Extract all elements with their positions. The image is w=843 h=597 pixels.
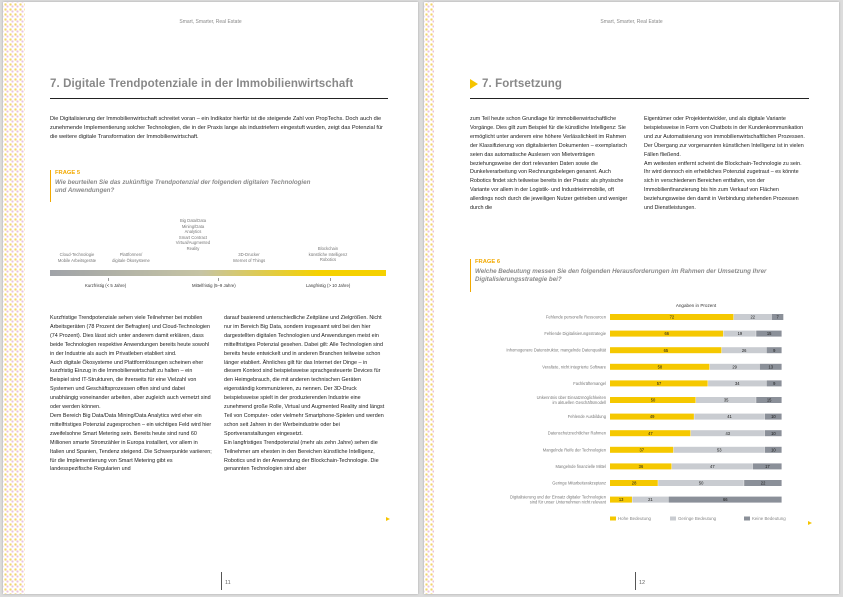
page-left	[3, 2, 418, 594]
continue-arrow-icon	[808, 521, 812, 525]
trend-item-3d-iot: 3D-Drucker Internet of Things	[232, 252, 266, 263]
page-number: 12	[639, 580, 646, 586]
data-label: 21	[648, 497, 653, 503]
term-short: Kurzfristig (< 5 Jahre)	[85, 283, 127, 288]
category-label: Fachkräftemangel	[573, 380, 606, 386]
data-label: 26	[741, 347, 747, 353]
body-text: Kurzfristige Trendpotenziale sehen viele Teilnehmer bei mobilen Arbeitsgeräten (78 Prozent der Befragten) und Cloud-Technologien (74 Prozent). Dies lässt sich unter anderem damit erklären, dass beide Technologien respektive Anwendungen bereits heute sowohl in der Industrie als auch im Privatleben etabliert sind. Auch digitale Ökosysteme und Plattformlösungen scheinen eher kurzfristig Einzug in die Immobilienwirtschaft zu halten – ein Beispiel sind IT-Strukturen, die ihrerseits für eine Vielzahl von Systemen und Geschäftsprozessen offen sind und dabei unabhängig voneinander arbeiten, aber zugleich auch vernetzt sind oder werden können. Dem Bereich Big Data/Data Mining/Data Analytics wird eher ein mittelfristiges Potenzial zugesprochen – ein wichtiges Feld wird hier zweifelsohne Smart Metering sein. Bereits heute sind rund 60 Millionen smarte Stromzähler in Europa installiert, vor allem in Italien und Spanien, Tendenz steigend. Die Schwerpunkte variieren; für die Implementierung von Smart Metering gibt es landesspezifische Regularien und	[50, 315, 212, 473]
data-label: 10	[771, 447, 776, 453]
data-label: 72	[669, 314, 675, 320]
chart-title: Angaben in Prozent	[675, 303, 717, 308]
body-text: Eigentümer oder Projektentwickler, und als digitale Variante beispielsweise in Form von Chatbots in der Kundenkommunikation und zur Automatisierung von immobilienwirtschaftlichen Prozessen. Der Übergang zur vorgenannten künstlichen Intelligenz ist in vielen Fällen fließend. Am weitesten entfernt scheint die Blockchain-Technologie zu sein. Ihr wird dennoch ein erhebliches Potenzial zugetraut – es könnte sich in verschiedenen Bereichen entfalten, von der Immobilienfinanzierung bis hin zum Verkauf von Flächen beziehungsweise den damit in Verbindung stehenden Prozessen und Dienstleistungen.	[644, 116, 805, 212]
body-text: darauf basierend unterschiedliche Zeitpläne und Zielgrößen. Nicht nur im Bereich Big Data, sondern insgesamt wird bei den hier dargestellten digitalen Technologien und Anwendungen meist ein mittelfristiges Potenzial gesehen. Dabei gilt: Alle Technologien sind bereits heute entwickelt und in anderen Branchen teilweise schon länger etabliert. Ähnliches gilt für das Internet der Dinge – in diesem Kontext sind beispielsweise sprachgesteuerte Devices für den Heimgebrauch, die mit anderen technischen Geräten eigenständig kommunizieren, zu nennen. Der 3D-Druck beispielsweise spielt in der produzierenden Industrie eine zunehmend große Rolle, Virtual und Augmented Reality sind längst Teil von Computer- oder vielmehr Smartphone-Spielen und werden schon seit Jahren in der Werbeindustrie oder bei Sportveranstaltungen eingesetzt. Ein langfristiges Trendpotenzial (mehr als zehn Jahre) sehen die Teilnehmer am ehesten in den Bereichen künstliche Intelligenz, Robotics und in der Anwendung der Blockchain-Technologie. Die genannten Technologien sind aber	[224, 315, 385, 473]
data-label: 50	[650, 397, 656, 403]
trend-tick	[330, 278, 331, 281]
data-label: 22	[750, 314, 756, 320]
intro-paragraph: Die Digitalisierung der Immobilienwirtschaft schreitet voran – ein Indikator hierfür ist die steigende Zahl von PropTechs. Doch auch die zunehmende Implementierung solcher Technologien, die in der Praxis lange als industriefern eingestuft wurden, zeigt das Potenzial für die weitere digitale Transformation der Immobilienwirtschaft.	[50, 116, 383, 140]
stacked-bar-chart	[424, 2, 839, 594]
term-long: Langfristig (> 10 Jahre)	[306, 283, 351, 288]
data-label: 65	[663, 347, 669, 353]
page-right	[424, 2, 839, 594]
legend-label: Geringe Bedeutung	[678, 516, 717, 521]
data-label: 58	[657, 364, 663, 370]
data-label: 47	[710, 464, 715, 469]
data-label: 13	[618, 497, 624, 503]
data-label: 9	[773, 347, 776, 353]
page-number: 11	[225, 580, 231, 586]
category-label: Geringe Mitarbeiterakzeptanz	[552, 480, 606, 486]
data-label: 10	[771, 430, 776, 436]
data-label: 10	[771, 414, 776, 420]
legend-label: Keine Bedeutung	[752, 516, 786, 521]
category-label: sind für unser Unternehmen nicht relevant	[529, 499, 606, 505]
running-header: Smart, Smarter, Real Estate	[600, 19, 663, 25]
question-label: FRAGE 5	[55, 170, 81, 176]
question-text: Wie beurteilen Sie das zukünftige Trendpotenzial der folgenden digitalen Technologien und Anwendungen?	[55, 179, 311, 194]
category-label: im aktuellen Geschäftsmodell	[552, 400, 606, 406]
category-label: Mangelnde Reife der Technologien	[542, 447, 606, 453]
data-label: 35	[723, 397, 729, 403]
category-label: Mangelnde finanzielle Mittel	[555, 463, 606, 469]
data-label: 29	[732, 364, 737, 370]
term-mid: Mittelfristig (5–9 Jahre)	[192, 283, 236, 288]
category-label: Fehlende Digitalisierungsstrategie	[544, 331, 606, 337]
data-label: 41	[727, 414, 732, 420]
data-label: 36	[638, 464, 644, 469]
continue-arrow-icon	[386, 517, 390, 521]
data-label: 22	[760, 480, 766, 486]
data-label: 43	[725, 430, 731, 436]
chapter-title: 7. Fortsetzung	[482, 78, 562, 90]
category-label: Datenschutzrechtlicher Rahmen	[547, 430, 606, 436]
trend-tick	[108, 278, 109, 281]
category-label: Unkenntnis über Einsatzmöglichkeiten	[536, 394, 606, 400]
trend-tick	[218, 278, 219, 281]
question-label: FRAGE 6	[475, 259, 501, 265]
data-label: 66	[664, 331, 670, 337]
body-column-2	[224, 314, 386, 474]
data-label: 49	[649, 414, 655, 420]
data-label: 66	[722, 497, 728, 503]
category-label: Digitalisierung und der Einsatz digitaler Technologien	[510, 494, 606, 500]
running-header: Smart, Smarter, Real Estate	[179, 19, 242, 25]
data-label: 13	[768, 364, 774, 370]
category-label: Fehlende personelle Ressourcen	[545, 314, 606, 320]
data-label: 37	[639, 447, 645, 453]
legend-swatch	[670, 517, 676, 521]
data-label: 53	[716, 447, 722, 453]
category-label: Fehlende Ausbildung	[567, 414, 606, 420]
data-label: 28	[631, 480, 637, 486]
page-number-rule	[221, 572, 222, 590]
data-label: 17	[765, 464, 770, 469]
legend-label: Hohe Bedeutung	[618, 516, 651, 521]
data-label: 15	[766, 397, 772, 403]
data-label: 50	[698, 480, 704, 486]
trend-item-bigdata: Big Data/Data Mining/Data Analytics Smart Contract Virtual/Augmented Reality	[175, 218, 211, 251]
data-label: 34	[734, 381, 740, 386]
data-label: 7	[776, 314, 779, 320]
page-number-rule	[635, 572, 636, 590]
question-text: Welche Bedeutung messen Sie den folgenden Herausforderungen im Rahmen der Umsetzung Ihrer Digitalisierungsstrategie bei?	[475, 268, 767, 283]
data-label: 19	[737, 331, 743, 337]
chapter-title: 7. Digitale Trendpotenziale in der Immobilienwirtschaft	[50, 78, 354, 90]
category-label: Veraltete, nicht integrierte Software	[542, 364, 606, 370]
trend-item-blockchain: Blockchain künstliche Intelligenz Robotics	[308, 246, 348, 263]
data-label: 15	[766, 331, 772, 337]
body-text: zum Teil heute schon Grundlage für immobilienwirtschaftliche Vorgänge. Dies gilt zum Beispiel für die künstliche Intelligenz: Sie ermöglicht unter anderem eine höhere Verlässlichkeit im Rahmen der Klassifizierung von digitalisierten Dokumenten – exemplarisch seien das automatische Auslesen von Mietverträgen beziehungsweise der dort relevanten Daten sowie die Dunkelverarbeitung von Rechnungsbelegen genannt. Auch Robotics findet sich teilweise bereits in der Praxis: als physische Variante vor allem in der Logistik- und Industrieimmobilie, oft allerdings noch durch die jeweiligen Nutzer getrieben und weniger durch die	[470, 116, 628, 212]
legend-swatch	[744, 517, 750, 521]
body-column-1	[50, 314, 212, 474]
category-label: Inhomogenere Datenstruktur, mangelnde Datenqualität	[506, 347, 606, 353]
legend-swatch	[610, 517, 616, 521]
trend-timeline-bar	[50, 270, 386, 276]
title-rule	[50, 98, 388, 99]
question-marker	[50, 170, 51, 202]
trend-item-plattformen: Plattformen/ digitale Ökosysteme	[112, 252, 150, 263]
data-label: 57	[656, 381, 662, 386]
data-label: 47	[648, 430, 653, 436]
trend-item-cloud: Cloud-Technologie Mobile Arbeitsgeräte	[57, 252, 97, 263]
decorative-dot-pattern	[3, 2, 25, 594]
data-label: 9	[773, 381, 776, 386]
